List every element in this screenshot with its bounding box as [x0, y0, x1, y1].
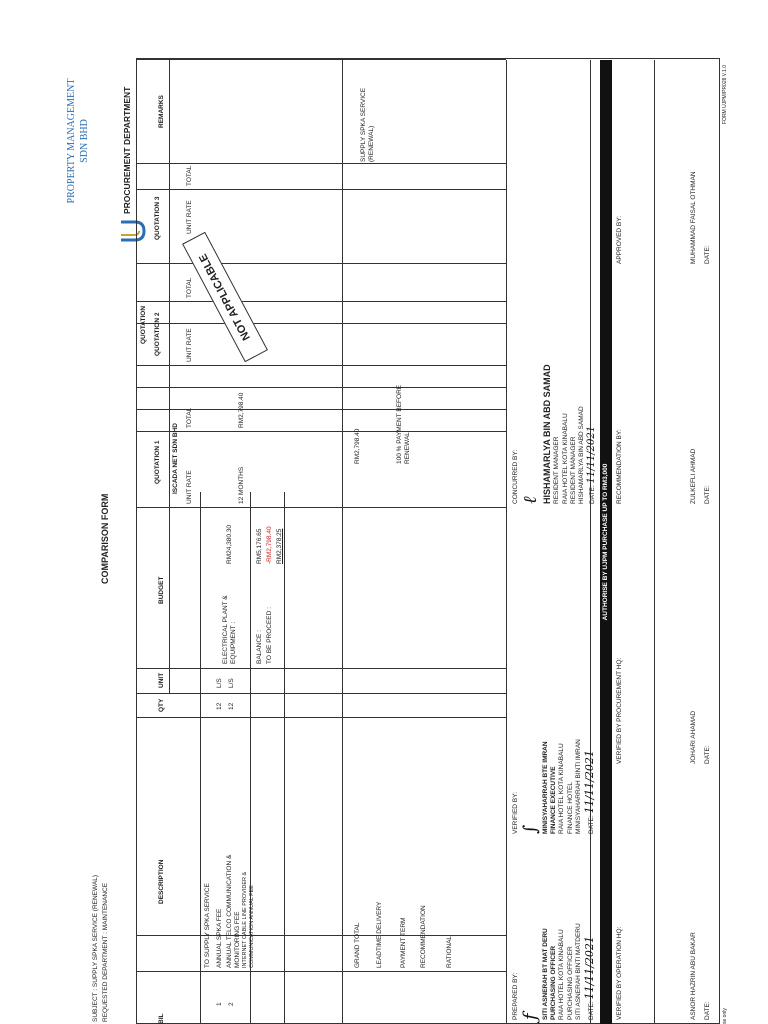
section-title: TO SUPPLY SPKA SERVICE	[204, 883, 211, 968]
header-remarks: REMARKS	[158, 95, 165, 128]
concurred-title: RESIDENT MANAGER	[553, 436, 561, 504]
budget-remaining: RM2,378.25	[276, 528, 283, 564]
concurred-hotel: RAIA HOTEL KOTA KINABALU	[561, 413, 569, 504]
recommendation-by-date: DATE:	[704, 485, 711, 504]
header-qty: QTY	[158, 698, 165, 712]
concurred-name: HISHAMARLYA BIN ABD SAMAD	[542, 364, 553, 504]
verified-hotel: RAIA HOTEL KOTA KINABALU	[558, 743, 566, 834]
concurred-signature: ℓ	[520, 496, 542, 504]
row2-unit: L/S	[228, 678, 235, 688]
prepared-title: PURCHASING OFFICER	[550, 945, 558, 1020]
budget-proceed: -RM2,798.40	[266, 526, 273, 564]
recommendation-label: RECOMMENDATION	[420, 905, 427, 968]
row2-bil: 2	[228, 1002, 235, 1006]
concurred-block	[512, 344, 598, 504]
verified-label: VERIFIED BY:	[512, 792, 519, 834]
header-total-3: TOTAL	[186, 165, 193, 186]
not-applicable-stamp: NOT APPLICABLE	[182, 232, 268, 363]
header-quotation2: QUOTATION 2	[154, 312, 161, 356]
verified-role: FINANCE HOTEL	[566, 781, 574, 834]
prepared-date-label: DATE:	[587, 1001, 595, 1020]
prepared-label: PREPARED BY:	[512, 972, 519, 1020]
form-code: FORM UJPM/PR028 V.1.0	[722, 64, 728, 124]
department-title: PROCUREMENT DEPARTMENT	[122, 86, 132, 214]
remarks-value: SUPPLY SPKA SERVICE (RENEWAL)	[360, 87, 376, 162]
grand-total-value: RM2,798.40	[354, 428, 361, 464]
verified-ops-date: DATE:	[704, 1001, 711, 1020]
payment-value: 100 % PAYMENT BEFORE RENEWAL	[396, 384, 412, 464]
header-quotation: QUOTATION	[140, 305, 147, 344]
verified-date: 11/11/2021	[582, 750, 596, 814]
budget-proceed-label: TO BE PROCEED :	[266, 607, 273, 664]
header-unit-rate-1: UNIT RATE	[186, 470, 193, 504]
row1-unit: L/S	[216, 678, 223, 688]
leadtime-label: LEADTIME DELIVERY	[376, 901, 383, 968]
verified-ops-name: ASNOR HAZRIN ABU BAKAR	[690, 932, 697, 1020]
header-supplier1: ISCADA NET SDN BHD	[172, 423, 179, 494]
row1-qty: 12	[216, 702, 223, 710]
header-quotation1: QUOTATION 1	[154, 440, 161, 484]
verified-title: FINANCE EXECUTIVE	[550, 766, 558, 834]
verified-block	[512, 694, 597, 834]
approved-date: DATE:	[704, 245, 711, 264]
budget-balance: RM5,176.65	[256, 528, 263, 564]
recommendation-by-label: RECOMMENDATION BY:	[616, 429, 623, 504]
concurred-label: CONCURRED BY:	[512, 449, 519, 504]
verified-name2: MINISYAHARRAH BINTI IMRAN	[574, 739, 582, 834]
prepared-name: SITI ASNERAH BT MAT DERU	[542, 928, 550, 1020]
prepared-block	[512, 900, 597, 1020]
company-name-line2: SDN BHD	[78, 119, 90, 163]
row2-qty: 12	[228, 702, 235, 710]
header-description: DESCRIPTION	[158, 859, 165, 904]
recommendation-by-name: ZULKEFLI AHMAD	[690, 448, 697, 504]
verified-proc-date: DATE:	[704, 745, 711, 764]
approved-label: APPROVED BY:	[616, 215, 623, 264]
row1-description: ANNUAL SPKA FEE	[216, 908, 223, 968]
prepared-hotel: RAIA HOTEL KOTA KINABALU	[558, 929, 566, 1020]
form-title: COMPARISON FORM	[100, 493, 110, 584]
header-budget: BUDGET	[158, 576, 165, 604]
requested-dept-line: REQUESTED DEPARTMENT : MAINTENANCE	[102, 882, 109, 1022]
company-name-line1: PROPERTY MANAGEMENT	[66, 78, 77, 204]
form-border	[136, 58, 720, 1024]
verified-date-label: DATE:	[587, 815, 595, 834]
verified-proc-label: VERIFIED BY PROCUREMENT HQ:	[616, 657, 623, 764]
header-quotation3: QUOTATION 3	[154, 196, 161, 240]
prepared-role: PURCHASING OFFICER	[566, 946, 574, 1020]
rational-label: RATIONAL	[446, 935, 453, 968]
q1-unit-rate: 12 MONTHS	[238, 466, 245, 504]
header-bil: BIL	[158, 1013, 165, 1024]
row1-bil: 1	[216, 1002, 223, 1006]
budget-category: ELECTRICAL PLANT & EQUIPMENT :	[222, 595, 238, 664]
header-unit: UNIT	[158, 672, 165, 688]
concurred-role: RESIDENT MANAGER	[569, 436, 577, 504]
verified-ops-label: VERIFIED BY OPERATION HQ:	[616, 926, 623, 1020]
verified-name: MINISYAHARRAH BTE IMRAN	[542, 741, 550, 834]
verified-signature: ∫	[520, 824, 542, 834]
header-unit-rate-2: UNIT RATE	[186, 328, 193, 362]
concurred-date-label: DATE:	[588, 485, 596, 504]
header-total-1: TOTAL	[186, 407, 193, 428]
header-total-2: TOTAL	[186, 277, 193, 298]
prepared-signature: ƒ	[520, 1013, 542, 1020]
verified-proc-name: JOHARI AHAMAD	[690, 710, 697, 764]
grand-total-label: GRAND TOTAL	[354, 922, 361, 968]
concurred-date: 11/11/2021	[585, 425, 597, 484]
subject-line: SUBJECT : SUPPLY SPKA SERVICE (RENEWAL)	[92, 874, 99, 1022]
budget-balance-label: BALANCE :	[256, 630, 263, 664]
prepared-date: 11/11/2021	[582, 936, 596, 1000]
payment-label: PAYMENT TERM	[400, 917, 407, 968]
authorise-bar: AUTHORISE BY UJPM PURCHASE UP TO RM3,000	[600, 60, 612, 1024]
approved-name: MUHAMMAD FAISAL OTHMAN	[690, 171, 697, 264]
row2-extra: INTERNET CABLE LINE PROVIDER & COMMUNICATION ANNUAL FEE	[242, 871, 255, 968]
prepared-name2: SITI ASNERAH BINTI MATDERU	[574, 923, 582, 1020]
concurred-name2: HISHAMARLYA BIN ABD SAMAD	[577, 406, 585, 504]
footer-note: se only	[722, 1008, 728, 1024]
q1-total: RM2,798.40	[238, 392, 245, 428]
row2-description: ANNUAL TELCO COMMUNICATION & MONITORING FEE	[226, 854, 242, 968]
budget-amount: RM24,380.30	[226, 524, 233, 564]
header-unit-rate-3: UNIT RATE	[186, 200, 193, 234]
company-name	[66, 66, 91, 216]
